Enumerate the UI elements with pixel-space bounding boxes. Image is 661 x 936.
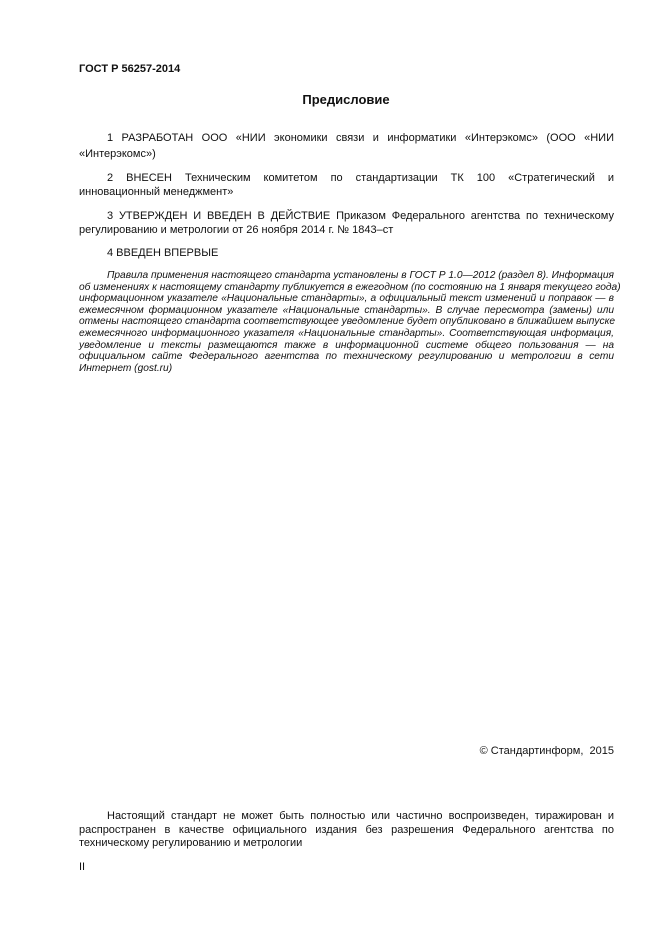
item-line: 2 ВНЕСЕН Техническим комитетом по стандартизации ТК 100 «Стратегический и	[107, 172, 614, 184]
item-line: инновационный менеджмент»	[79, 186, 234, 198]
standard-code: ГОСТ Р 56257-2014	[79, 63, 181, 75]
item-line: 1 РАЗРАБОТАН ООО «НИИ экономики связи и информатики «Интерэкомс» (ООО «НИИ	[107, 132, 614, 144]
notice-line: официальном сайте Федерального агентства по техническому регулированию и метрологии в сети	[79, 351, 614, 363]
item-4	[79, 246, 614, 260]
item-3	[79, 209, 614, 237]
rights-line: Настоящий стандарт не может быть полностью или частично воспроизведен, тиражирован и	[107, 810, 614, 822]
notice-line: Правила применения настоящего стандарта установлены в ГОСТ Р 1.0—2012 (раздел 8). Информация	[107, 270, 614, 281]
notice-paragraph	[79, 270, 621, 374]
item-2	[79, 171, 614, 199]
item-1	[79, 130, 614, 162]
notice-line: отмены настоящего стандарта соответствующее уведомление будет опубликовано в ближайшем выпуске	[79, 316, 616, 328]
notice-line: об изменениях к настоящему стандарту публикуется в ежегодном (по состоянию на 1 января текущего года)	[79, 281, 621, 293]
rights-line: техническому регулированию и метрологии	[79, 837, 303, 849]
item-line: 3 УТВЕРЖДЕН И ВВЕДЕН В ДЕЙСТВИЕ Приказом Федерального агентства по техническому	[107, 210, 614, 222]
page-number: II	[79, 861, 86, 873]
notice-line: ежемесячного информационного указателя «Национальные стандарты». Соответствующая информация,	[79, 327, 614, 339]
page-title: Предисловие	[302, 92, 390, 107]
notice-line: уведомление и тексты размещаются также в информационной системе общего пользования — на	[79, 339, 614, 351]
item-line: «Интерэкомс»)	[79, 148, 156, 160]
item-line: регулированию и метрологии от 26 ноября 2014 г. № 1843–ст	[79, 224, 394, 236]
notice-line: Интернет (gost.ru)	[79, 362, 173, 374]
rights-paragraph	[79, 810, 614, 851]
notice-line: ежемесячном формационном указателе «Национальные стандарты». В случае пересмотра (замены) или	[79, 304, 614, 316]
notice-line: информационном указателе «Национальные стандарты», а официальный текст изменений и поправок — в	[79, 293, 614, 305]
rights-line: распространен в качестве официального издания без разрешения Федерального агентства по	[79, 823, 614, 836]
copyright: © Стандартинформ, 2015	[479, 745, 614, 757]
item-line: 4 ВВЕДЕН ВПЕРВЫЕ	[107, 247, 219, 259]
